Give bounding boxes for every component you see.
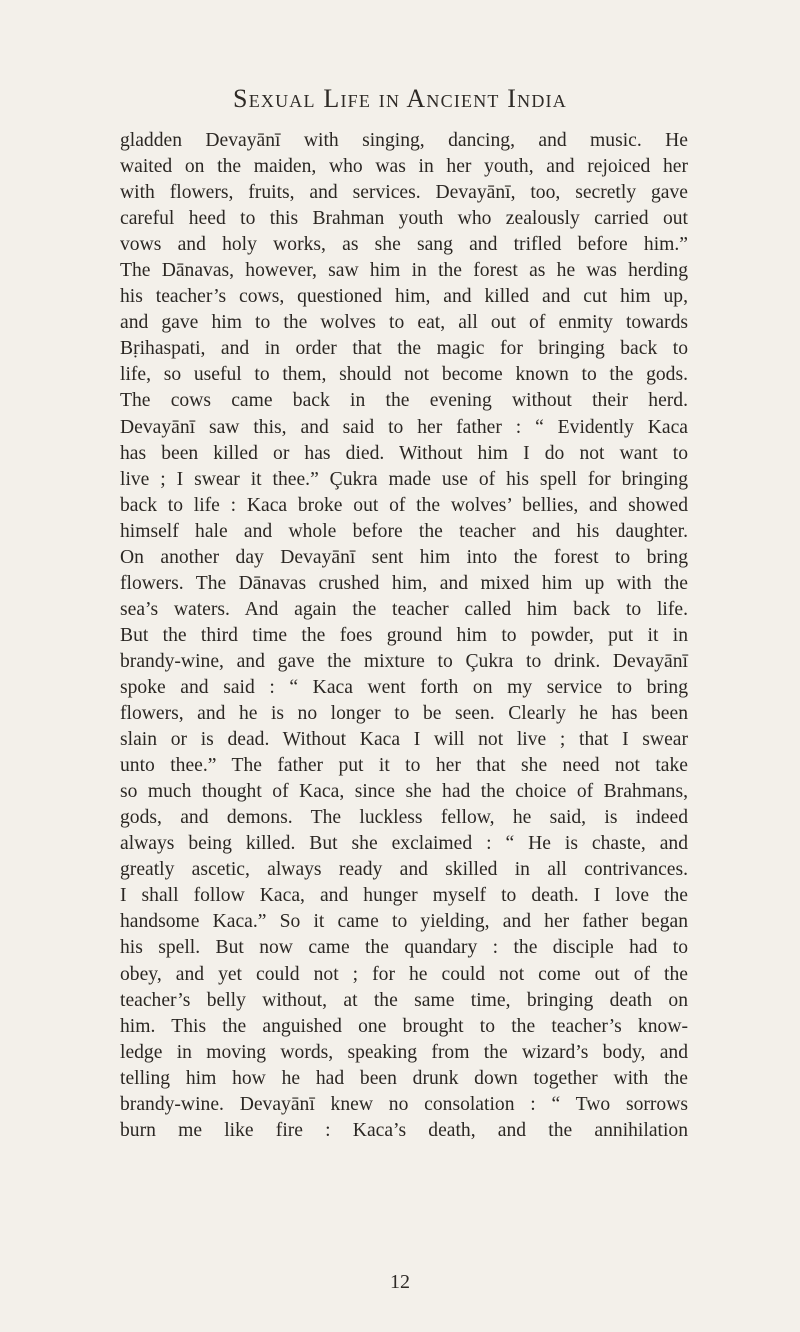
text-line: has been killed or has died. Without him I do not want to bbox=[120, 442, 688, 464]
text-line: spoke and said : “ Kaca went forth on my service to bring bbox=[120, 676, 688, 698]
text-line: his spell. But now came the quandary : the disciple had to bbox=[120, 937, 688, 959]
text-line: gods, and demons. The luckless fellow, he said, is indeed bbox=[120, 807, 688, 829]
text-line: burn me like fire : Kaca’s death, and the annihilation bbox=[120, 1119, 688, 1141]
text-line: I shall follow Kaca, and hunger myself to death. I love the bbox=[120, 885, 688, 907]
body-text bbox=[120, 128, 688, 1144]
text-line: so much thought of Kaca, since she had the choice of Brahmans, bbox=[120, 781, 688, 803]
text-line: always being killed. But she exclaimed : “ He is chaste, and bbox=[120, 833, 688, 855]
text-line: flowers, and he is no longer to be seen. Clearly he has been bbox=[120, 703, 688, 725]
text-line: Devayānī saw this, and said to her father : “ Evidently Kaca bbox=[120, 416, 688, 438]
text-line: his teacher’s cows, questioned him, and killed and cut him up, bbox=[120, 286, 688, 308]
text-line: unto thee.” The father put it to her that she need not take bbox=[120, 755, 688, 777]
text-line: teacher’s belly without, at the same time, bringing death on bbox=[120, 989, 688, 1011]
text-line: back to life : Kaca broke out of the wolves’ bellies, and showed bbox=[120, 494, 688, 516]
text-line: and gave him to the wolves to eat, all out of enmity towards bbox=[120, 312, 688, 334]
text-line: live ; I swear it thee.” Çukra made use of his spell for bringing bbox=[120, 468, 688, 490]
text-line: gladden Devayānī with singing, dancing, and music. He bbox=[120, 130, 688, 151]
text-line: slain or is dead. Without Kaca I will not live ; that I swear bbox=[120, 729, 688, 751]
text-line: himself hale and whole before the teacher and his daughter. bbox=[120, 520, 688, 542]
text-line: brandy-wine, and gave the mixture to Çukra to drink. Devayānī bbox=[120, 650, 688, 672]
running-head: Sexual Life in Ancient India bbox=[233, 84, 567, 113]
text-line: brandy-wine. Devayānī knew no consolation : “ Two sorrows bbox=[120, 1093, 688, 1115]
text-line: telling him how he had been drunk down together with the bbox=[120, 1067, 688, 1089]
text-line: careful heed to this Brahman youth who zealously carried out bbox=[120, 208, 688, 230]
text-line: flowers. The Dānavas crushed him, and mixed him up with the bbox=[120, 572, 688, 594]
text-line: The cows came back in the evening without their herd. bbox=[120, 390, 688, 412]
text-line: The Dānavas, however, saw him in the forest as he was herding bbox=[120, 260, 688, 282]
text-line: him. This the anguished one brought to the teacher’s know- bbox=[120, 1015, 688, 1037]
text-line: Bṛihaspati, and in order that the magic for bringing back to bbox=[120, 338, 688, 360]
text-line: ledge in moving words, speaking from the wizard’s body, and bbox=[120, 1041, 688, 1063]
text-line: vows and holy works, as she sang and trifled before him.” bbox=[120, 234, 688, 256]
text-line: handsome Kaca.” So it came to yielding, and her father began bbox=[120, 911, 688, 933]
text-line: sea’s waters. And again the teacher called him back to life. bbox=[120, 598, 688, 620]
text-line: life, so useful to them, should not become known to the gods. bbox=[120, 364, 688, 386]
text-line: But the third time the foes ground him to powder, put it in bbox=[120, 624, 688, 646]
page-number: 12 bbox=[390, 1271, 410, 1293]
text-line: greatly ascetic, always ready and skilled in all contrivances. bbox=[120, 859, 688, 881]
text-line: waited on the maiden, who was in her youth, and rejoiced her bbox=[120, 156, 688, 178]
text-line: with flowers, fruits, and services. Devayānī, too, secretly gave bbox=[120, 182, 688, 204]
text-line: On another day Devayānī sent him into the forest to bring bbox=[120, 546, 688, 568]
text-line: obey, and yet could not ; for he could not come out of the bbox=[120, 963, 688, 985]
